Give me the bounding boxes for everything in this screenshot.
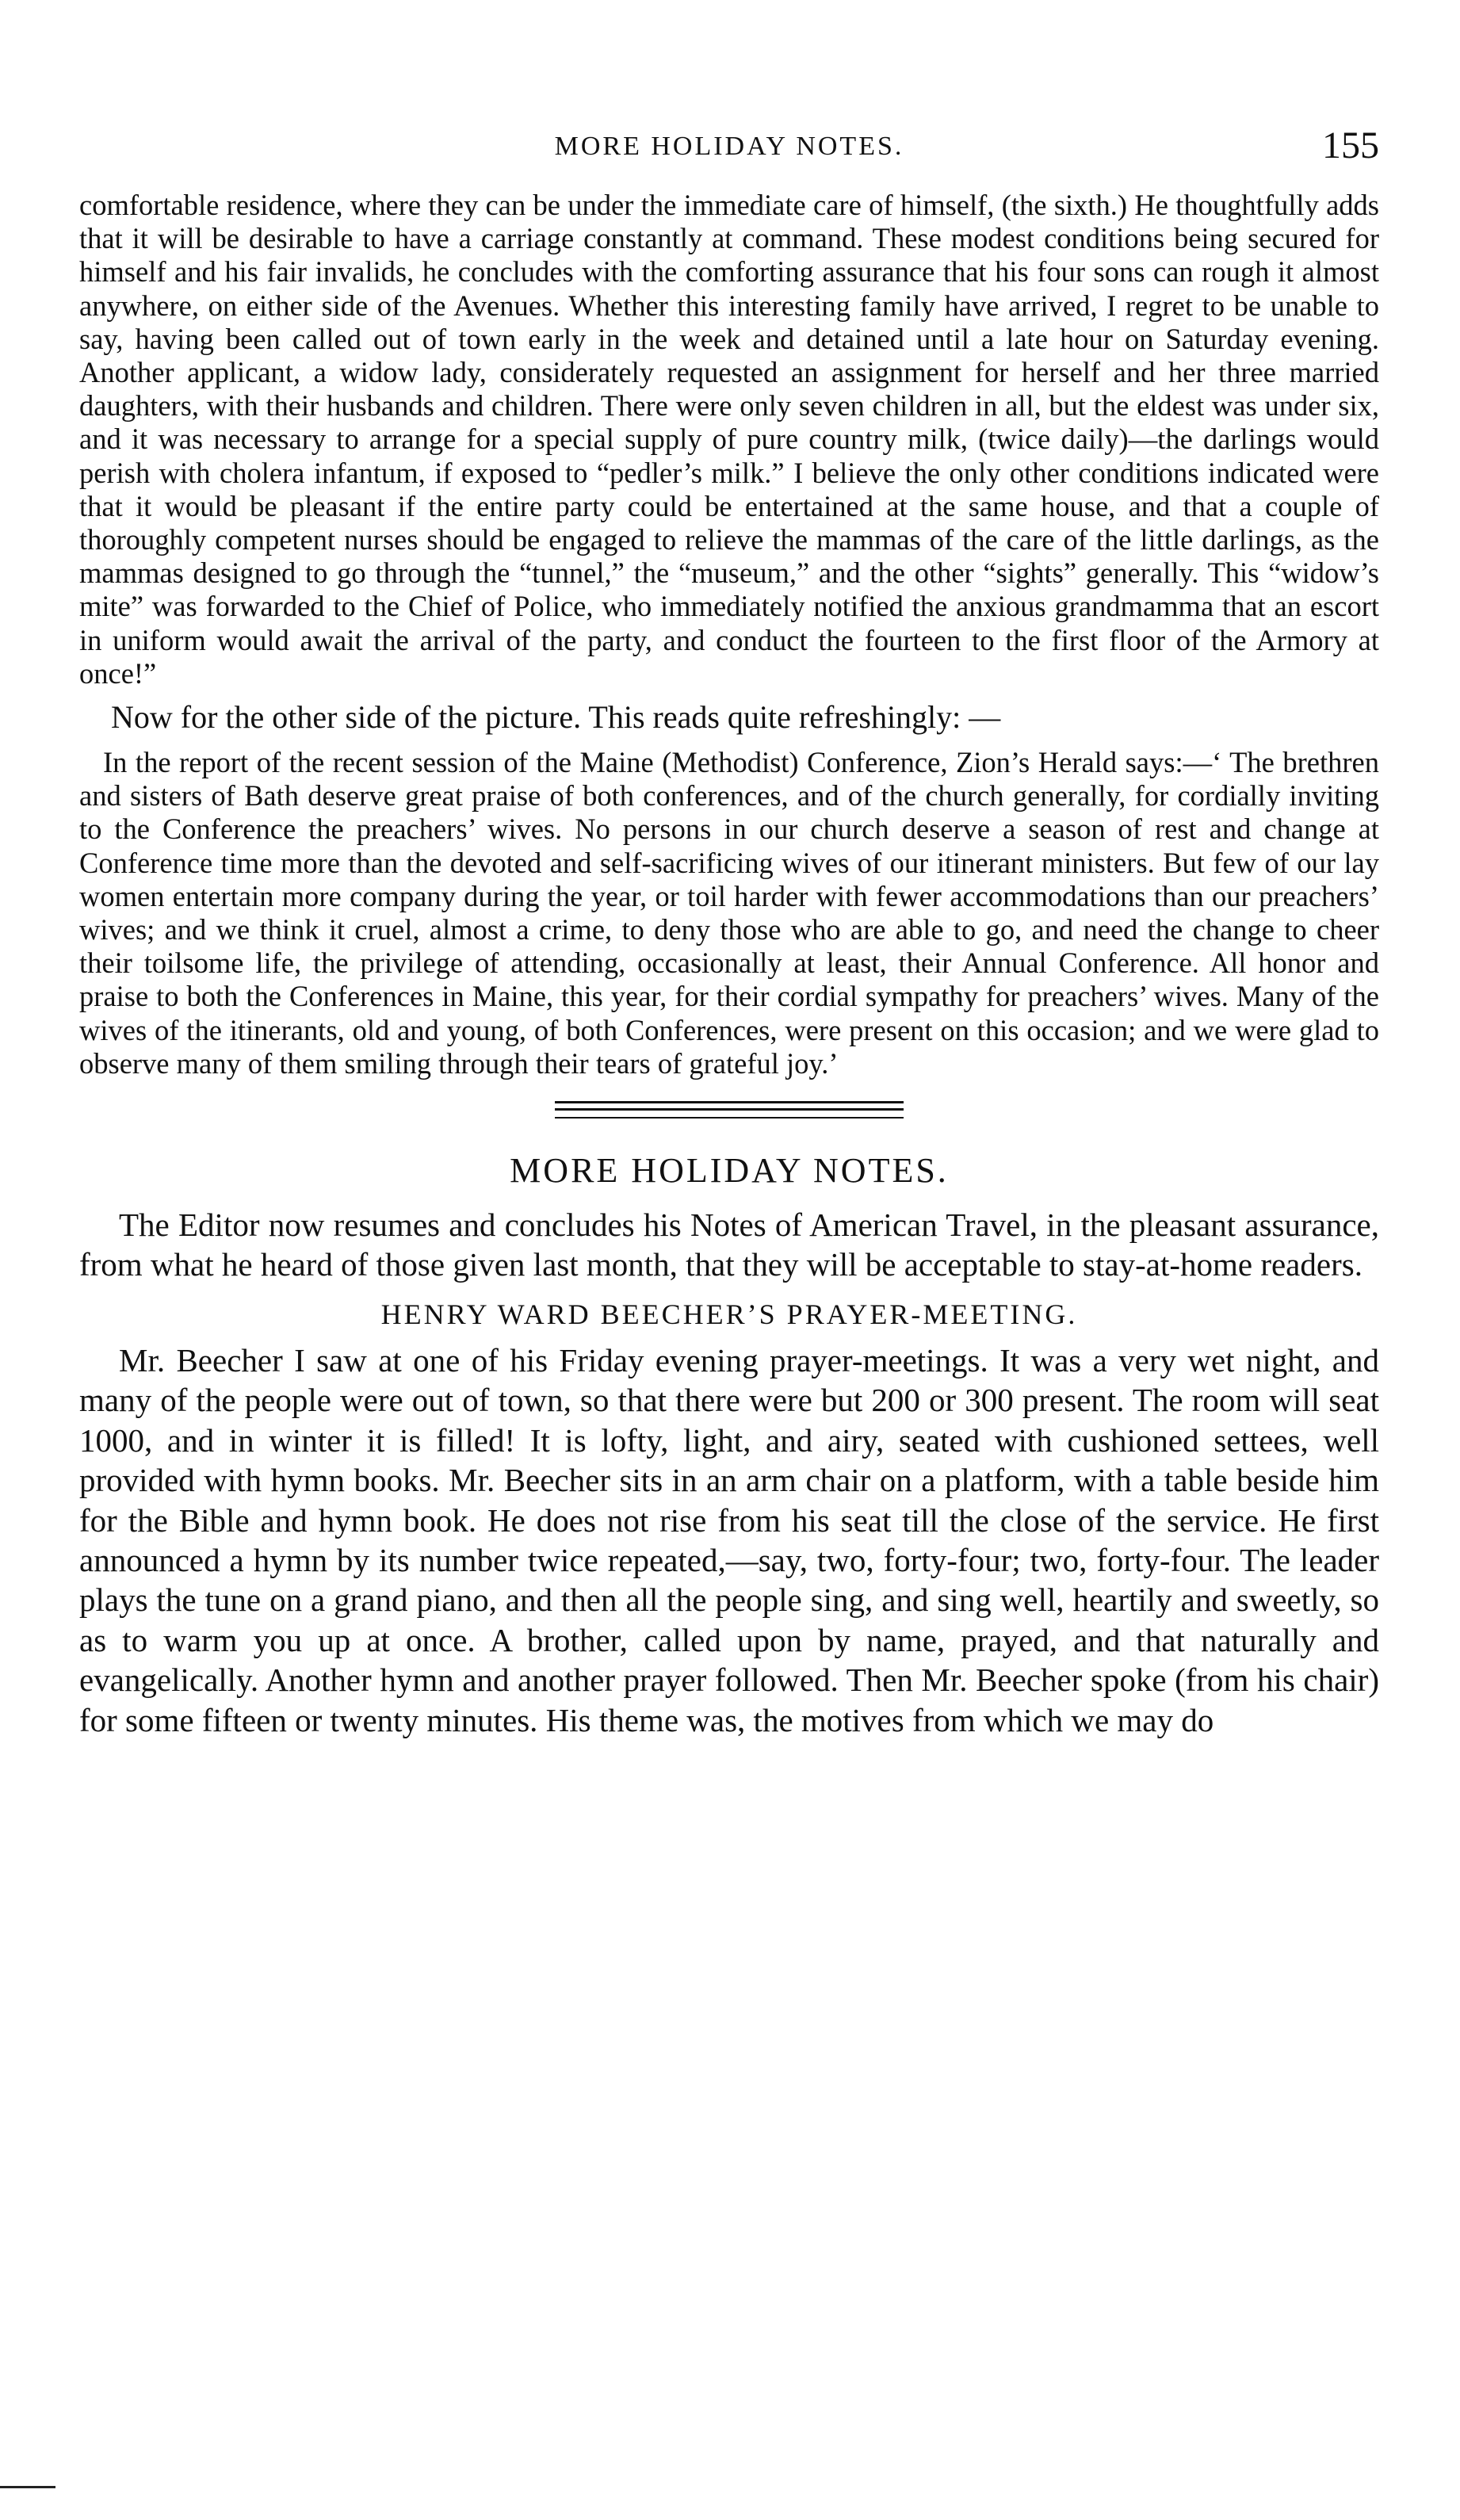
paragraph: Mr. Beecher I saw at one of his Friday evening prayer-meetings. It was a very wet night, and many of the people were out of town, so that there were but 200 or 300 present. The room will seat 1000, and in winter it is filled! It is lofty, light, and airy, seated with cushioned settees, well provided with hymn books. Mr. Beecher sits in an arm chair on a platform, with a table beside him for the Bible and hymn book. He does not rise from his seat till the close of the service. He first announced a hymn by its number twice repeated,—say, two, forty-four; two, forty-four. The leader plays the tune on a grand piano, and then all the people sing, and sing well, heartily and sweetly, so as to warm you up at once. A brother, called upon by name, prayed, and that naturally and evangelically. Another hymn and another prayer followed. Then Mr. Beecher spoke (from his chair) for some fifteen or twenty minutes. His theme was, the motives from which we may do bbox=[79, 1341, 1379, 1738]
transition-sentence: Now for the other side of the picture. This reads quite refreshingly: — bbox=[111, 699, 1001, 736]
paragraph: In the report of the recent session of the Maine (Methodist) Conference, Zion’s Herald says:—‘ The brethren and sisters of Bath deserve great praise of both conferences, and of the church generally, for cordially inviting to the Conference the preachers’ wives. No persons in our church deserve a season of rest and change at Conference time more than the devoted and self-sacrificing wives of our itinerant ministers. But few of our lay women entertain more company during the year, or toil harder with fewer accommodations than our preachers’ wives; and we think it cruel, almost a crime, to deny those who are able to go, and need the change to cheer their toilsome life, the privilege of attending, occasionally at least, their Annual Conference. All honor and praise to both the Conferences in Maine, this year, for their cordial sympathy for preachers’ wives. Many of the wives of the itinerants, old and young, of both Conferences, were present on this occasion; and we were glad to observe many of them smiling through their tears of grateful joy.’ bbox=[79, 746, 1379, 1080]
paragraph: comfortable residence, where they can be under the immediate care of himself, (the sixth.) He thoughtfully adds that it will be desirable to have a carriage constantly at command. These modest conditions being secured for himself and his fair invalids, he concludes with the comforting assurance that his four sons can rough it almost anywhere, on either side of the Avenues. Whether this interesting family have arrived, I regret to be unable to say, having been called out of town early in the week and detained until a late hour on Saturday evening. Another applicant, a widow lady, considerately requested an assignment for herself and her three married daughters, with their husbands and children. There were only seven children in all, but the eldest was under six, and it was necessary to arrange for a special supply of pure country milk, (twice daily)—the darlings would perish with cholera infantum, if exposed to “pedler’s milk.” I believe the only other conditions indicated were that it would be pleasant if the entire party could be entertained at the same house, and that a couple of thoroughly competent nurses should be engaged to relieve the mammas of the care of the little darlings, as the mammas designed to go through the “tunnel,” the “museum,” and the other “sights” generally. This “widow’s mite” was forwarded to the Chief of Police, who immediately notified the anxious grandmamma that an escort in uniform would await the arrival of the party, and conduct the fourteen to the first floor of the Armory at once!” bbox=[79, 189, 1379, 690]
quoted-report bbox=[79, 746, 1379, 1080]
margin-mark bbox=[0, 2486, 55, 2488]
section-intro bbox=[79, 1205, 1379, 1285]
page-number: 155 bbox=[1322, 124, 1379, 166]
section-body bbox=[79, 1340, 1379, 1740]
section-divider bbox=[555, 1101, 904, 1111]
book-page bbox=[79, 119, 1379, 1740]
paragraph: The Editor now resumes and concludes his Notes of American Travel, in the pleasant assurance, from what he heard of those given last month, that they will be acceptable to stay-at-home readers. bbox=[79, 1206, 1379, 1283]
subheading: HENRY WARD BEECHER’S PRAYER-MEETING. bbox=[380, 1298, 1078, 1330]
running-head: MORE HOLIDAY NOTES. bbox=[554, 132, 904, 161]
letter-excerpt bbox=[79, 189, 1379, 690]
section-title: MORE HOLIDAY NOTES. bbox=[510, 1151, 949, 1191]
page-header bbox=[79, 119, 1379, 166]
section-divider-thin bbox=[555, 1117, 904, 1119]
